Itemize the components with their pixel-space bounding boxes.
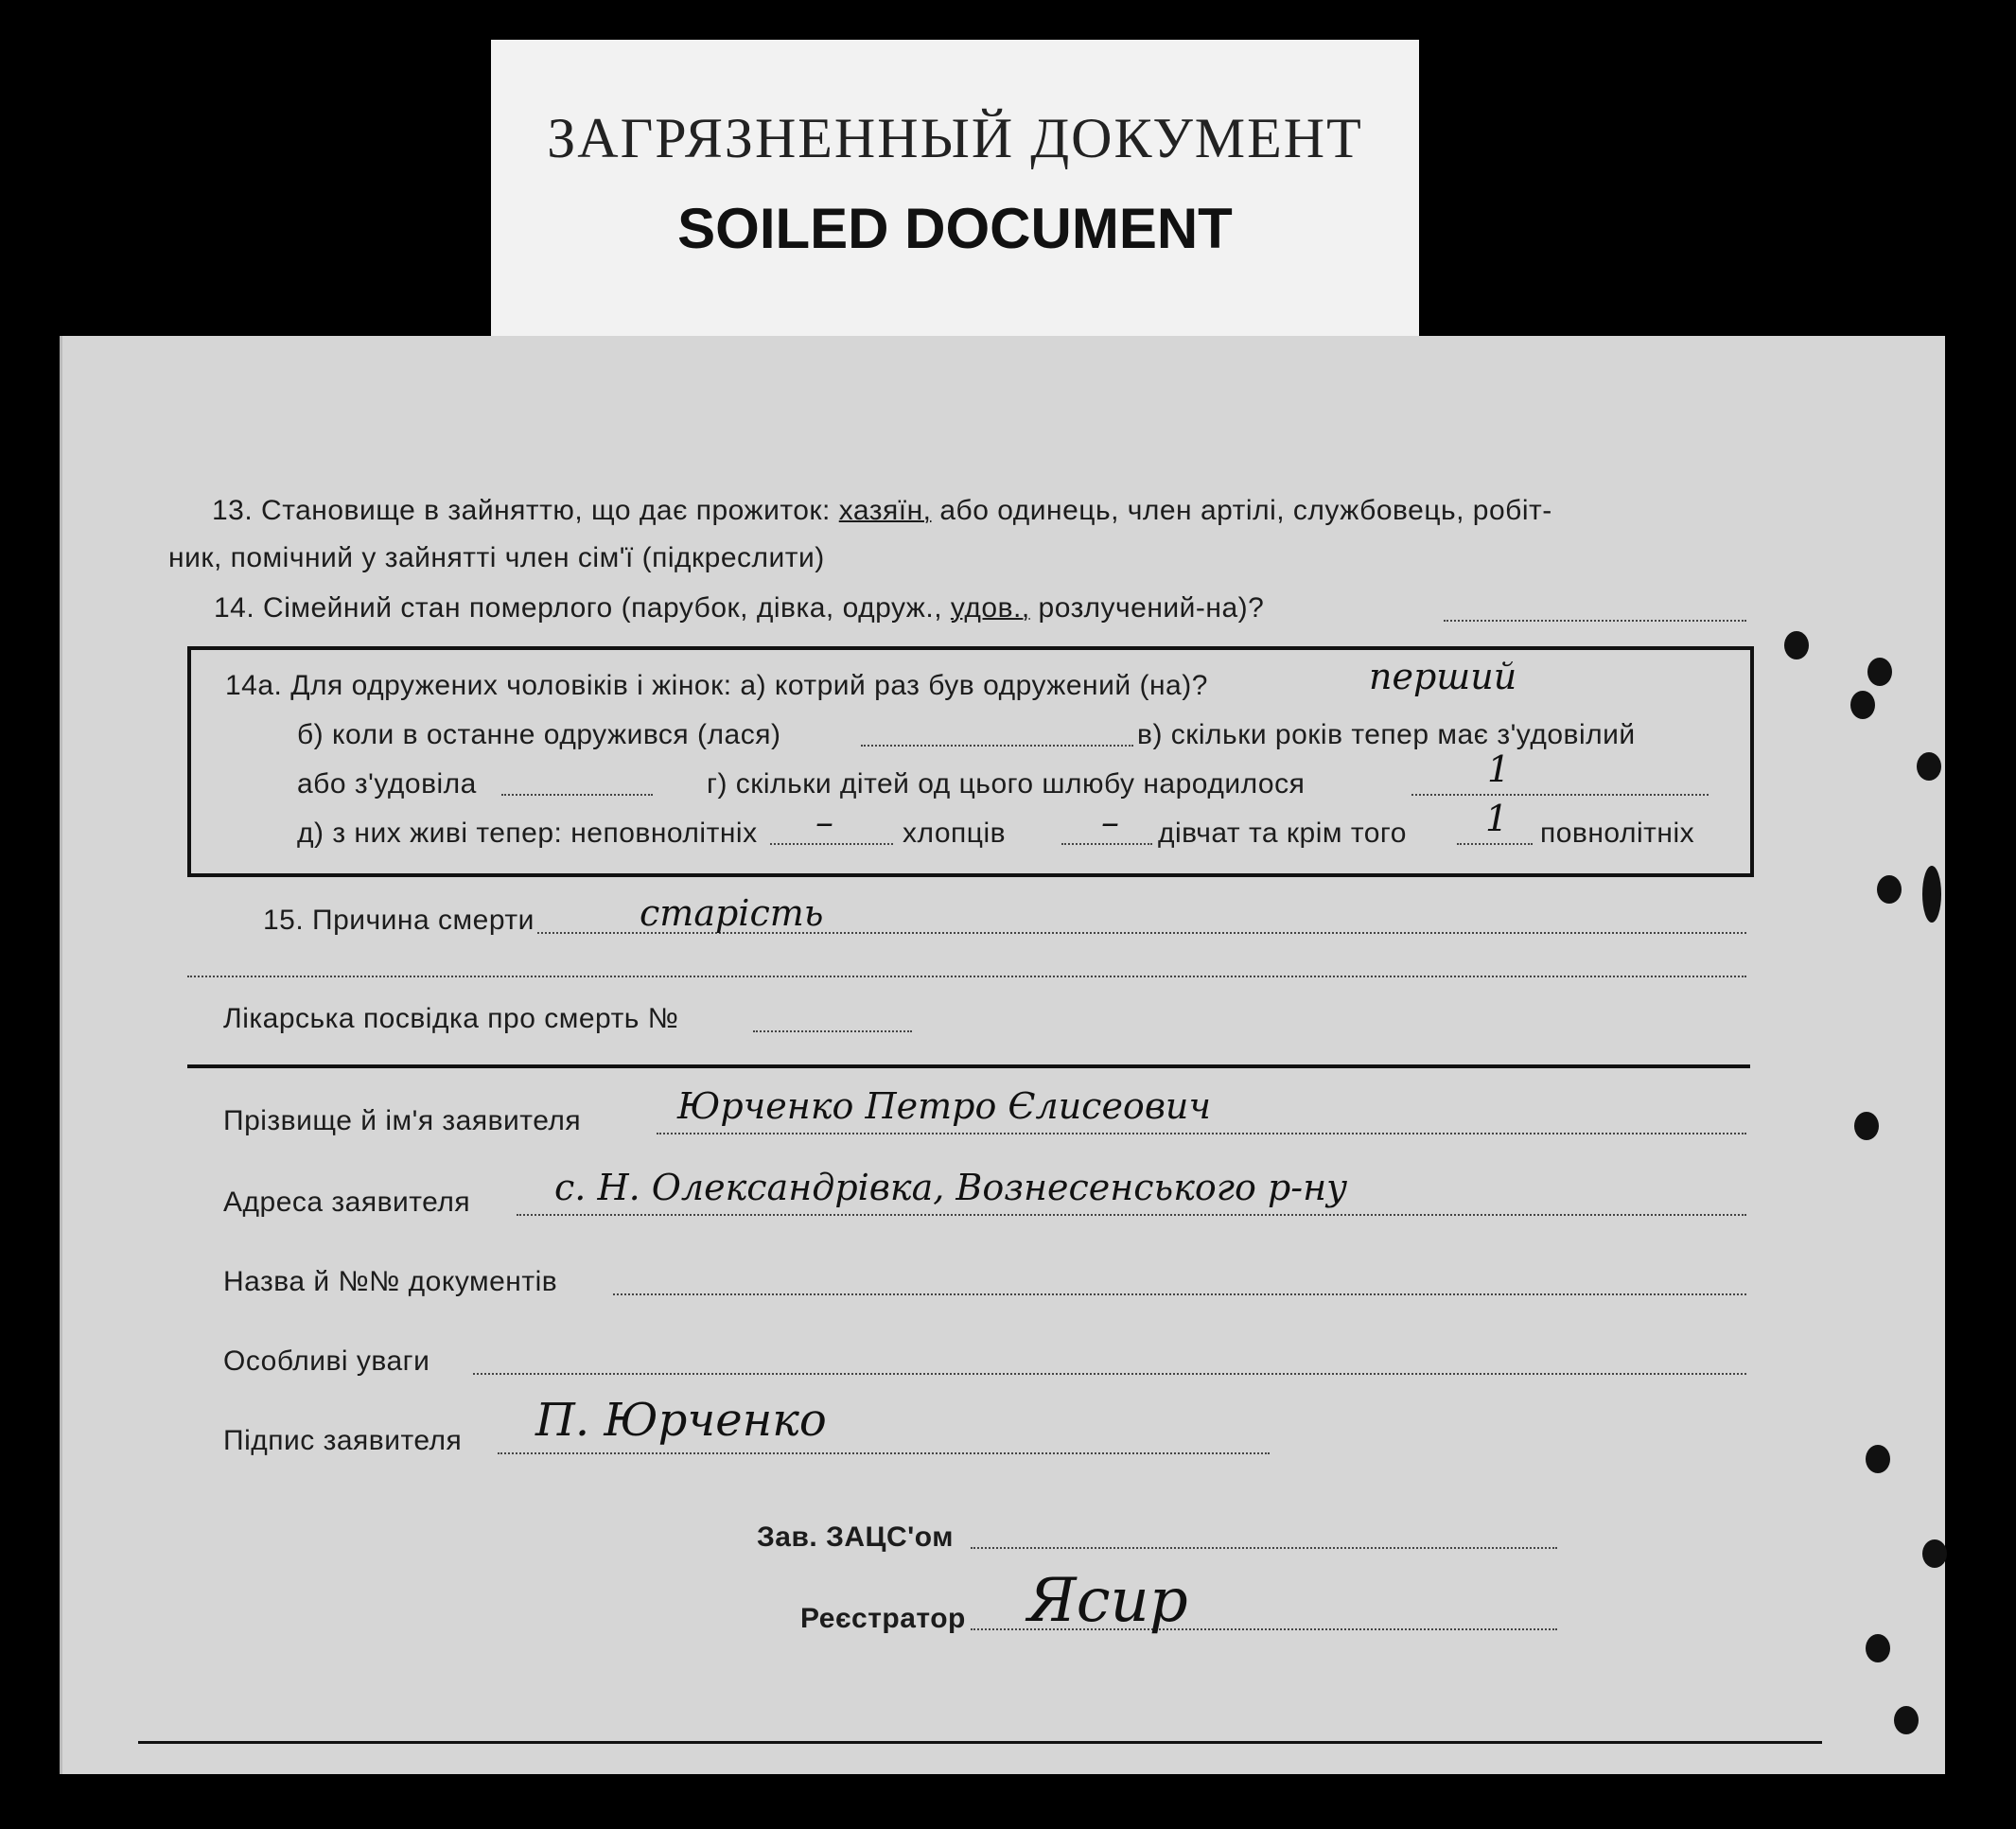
punch-hole (1922, 866, 1941, 923)
applicant-address-label: Адреса заявителя (223, 1187, 471, 1218)
q15-dotted-field-2 (187, 976, 1746, 977)
punch-hole (1894, 1706, 1919, 1734)
punch-hole (1850, 691, 1875, 719)
registrar-label: Реєстратор (800, 1603, 966, 1634)
q14a-line2a: б) коли в останне одружився (лася) (297, 719, 781, 750)
punch-hole (1854, 1112, 1879, 1140)
q14a-line4d: повнолітніх (1540, 818, 1695, 849)
q14a-line4b: хлопців (903, 818, 1007, 849)
q14a-box (187, 646, 1754, 877)
applicant-name-field (657, 1133, 1746, 1134)
zags-head-label: Зав. ЗАЦС'ом (757, 1521, 954, 1553)
q14-text-cont: розлучений-на)? (1038, 592, 1265, 624)
death-registration-form (60, 336, 1945, 1774)
hw-applicant-address: с. Н. Олександрівка, Вознесенського р-ну (554, 1167, 1348, 1208)
q14a-line1: 14а. Для одружених чоловіків і жінок: а) котрий раз був одружений (на)? (225, 670, 1208, 701)
soiled-document-label (491, 40, 1419, 343)
q14-line (214, 591, 1264, 625)
section-divider (187, 1064, 1750, 1068)
remarks-field (473, 1373, 1746, 1375)
punch-hole (1877, 875, 1902, 904)
punch-hole (1922, 1539, 1947, 1568)
punch-hole (1866, 1445, 1890, 1473)
q14a-line4c: дівчат та крім того (1158, 818, 1407, 849)
applicant-signature-label: Підпис заявителя (223, 1425, 463, 1456)
q14-dotted-field (1444, 620, 1746, 622)
stamp-title-ru: ЗАГРЯЗНЕННЫЙ ДОКУМЕНТ (547, 107, 1363, 169)
q14a-years-field (501, 794, 653, 796)
hw-minor-boys: – (815, 801, 833, 843)
hw-children-born: 1 (1487, 748, 1511, 790)
q13-text-cont: або одинець, член артілі, службовець, робіт- (939, 495, 1552, 526)
q14-underlined-choice: удов., (950, 592, 1030, 624)
med-cert-label: Лікарська посвідка про смерть № (223, 1003, 679, 1034)
med-cert-field (753, 1030, 912, 1032)
applicant-address-field (517, 1214, 1746, 1216)
punch-hole (1784, 631, 1809, 659)
q14a-date-field (861, 745, 1133, 747)
q14a-adults-field (1457, 843, 1533, 845)
zags-head-field (971, 1547, 1557, 1549)
stamp-title-en: SOILED DOCUMENT (677, 197, 1233, 260)
hw-cause-of-death: старість (640, 892, 824, 934)
punch-hole (1866, 1634, 1890, 1662)
bottom-rule (138, 1741, 1822, 1744)
hw-adults: 1 (1485, 798, 1509, 839)
q14a-line4a: д) з них живі тепер: неповнолітніх (297, 818, 758, 849)
q13-line1 (212, 494, 1552, 528)
applicant-signature-field (498, 1452, 1270, 1454)
hw-applicant-signature: П. Юрченко (535, 1394, 827, 1447)
documents-label: Назва й №№ документів (223, 1266, 558, 1297)
q13-text: 13. Становище в зайняттю, що дає прожиток: (212, 495, 831, 526)
hw-registrar-signature: Ясир (1027, 1566, 1188, 1636)
punch-hole (1867, 658, 1892, 686)
q14a-line3b: г) скільки дітей од цього шлюбу народилося (707, 768, 1306, 800)
hw-minor-girls: – (1101, 801, 1119, 843)
applicant-name-label: Прізвище й ім'я заявителя (223, 1105, 582, 1136)
remarks-label: Особливі уваги (223, 1345, 430, 1377)
q14a-boys-field (770, 843, 893, 845)
q13-line2: ник, помічний у зайнятті член сім'ї (підкреслити) (168, 542, 825, 573)
q14-text: 14. Сімейний стан померлого (парубок, дівка, одруж., (214, 592, 943, 624)
q13-underlined-choice: хазяїн, (838, 495, 932, 526)
documents-field (613, 1293, 1746, 1295)
q14a-children-field (1411, 794, 1709, 796)
q14a-line2b: в) скільки років тепер має з'удовілий (1137, 719, 1636, 750)
punch-hole (1917, 752, 1941, 781)
hw-times-married: перший (1369, 656, 1517, 697)
q14a-line3a: або з'удовіла (297, 768, 477, 800)
hw-applicant-name: Юрченко Петро Єлисеович (677, 1085, 1212, 1127)
q14a-girls-field (1061, 843, 1152, 845)
q15-label: 15. Причина смерти (263, 905, 535, 936)
